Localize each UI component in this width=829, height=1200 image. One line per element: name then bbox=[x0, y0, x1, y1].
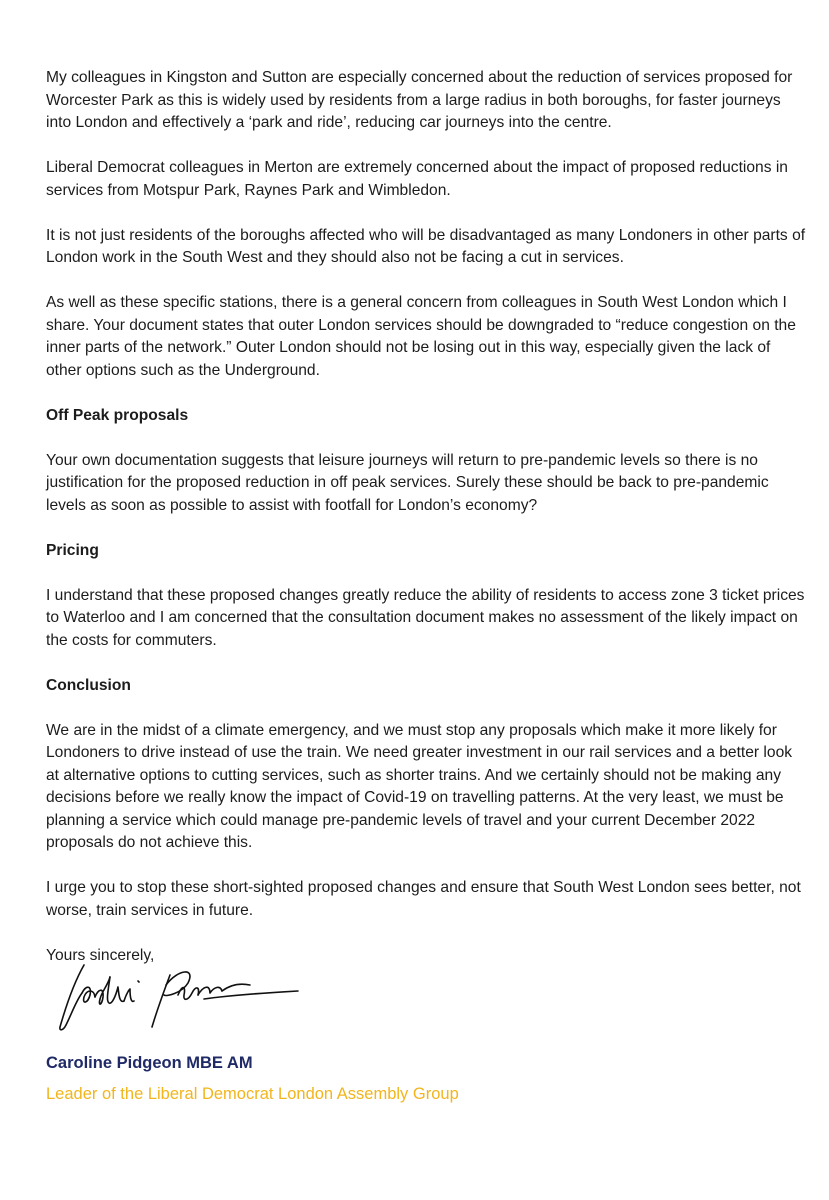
paragraph-general-concern: As well as these specific stations, there is a general concern from colleagues in South West London which I share. Your document states that outer London services should be downgraded to “reduce congestion on the inner parts of the network.” Outer London should not be losing out in this way, especially given the lack of other options such as the Underground. bbox=[46, 294, 796, 379]
paragraph-final: I urge you to stop these short-sighted proposed changes and ensure that South West London sees better, not worse, train services in future. bbox=[46, 879, 801, 919]
paragraph-off-peak: Your own documentation suggests that leisure journeys will return to pre-pandemic levels so there is no justification for the proposed reduction in off peak services. Surely these should be back to pre-pandemic levels as soon as possible to assist with footfall for London’s economy? bbox=[46, 451, 769, 514]
signatory-role: Leader of the Liberal Democrat London Assembly Group bbox=[46, 1085, 459, 1103]
heading-pricing: Pricing bbox=[46, 541, 99, 559]
closing-salutation: Yours sincerely, bbox=[46, 946, 155, 964]
paragraph-merton: Liberal Democrat colleagues in Merton are extremely concerned about the impact of proposed reductions in services from Motspur Park, Raynes Park and Wimbledon. bbox=[46, 159, 788, 199]
paragraph-londoners: It is not just residents of the boroughs affected who will be disadvantaged as many Londoners in other parts of London work in the South West and they should also not be facing a cut in services. bbox=[46, 226, 806, 266]
heading-off-peak: Off Peak proposals bbox=[46, 406, 189, 424]
paragraph-conclusion: We are in the midst of a climate emergency, and we must stop any proposals which make it more likely for Londoners to drive instead of use the train. We need greater investment in our rail services and a better look at alternative options to cutting services, such as shorter trains. And we certainly should not be making any decisions before we really know the impact of Covid-19 on travelling patterns. At the very least, we must be planning a service which could manage pre-pandemic levels of travel and your current December 2022 proposals do not achieve this. bbox=[46, 721, 793, 851]
heading-conclusion: Conclusion bbox=[46, 676, 131, 694]
signatory-name: Caroline Pidgeon MBE AM bbox=[46, 1054, 253, 1072]
paragraph-kingston-sutton: My colleagues in Kingston and Sutton are especially concerned about the reduction of services proposed for Worcester Park as this is widely used by residents from a large radius in both boroughs, for faster journeys into London and effectively a ‘park and ride’, reducing car journeys into the centre. bbox=[46, 69, 793, 131]
letter-body bbox=[46, 67, 806, 967]
paragraph-pricing: I understand that these proposed changes greatly reduce the ability of residents to access zone 3 ticket prices to Waterloo and I am concerned that the consultation document makes no assessment of the likely impact on the costs for commuters. bbox=[46, 586, 805, 649]
handwritten-signature bbox=[54, 955, 304, 1040]
